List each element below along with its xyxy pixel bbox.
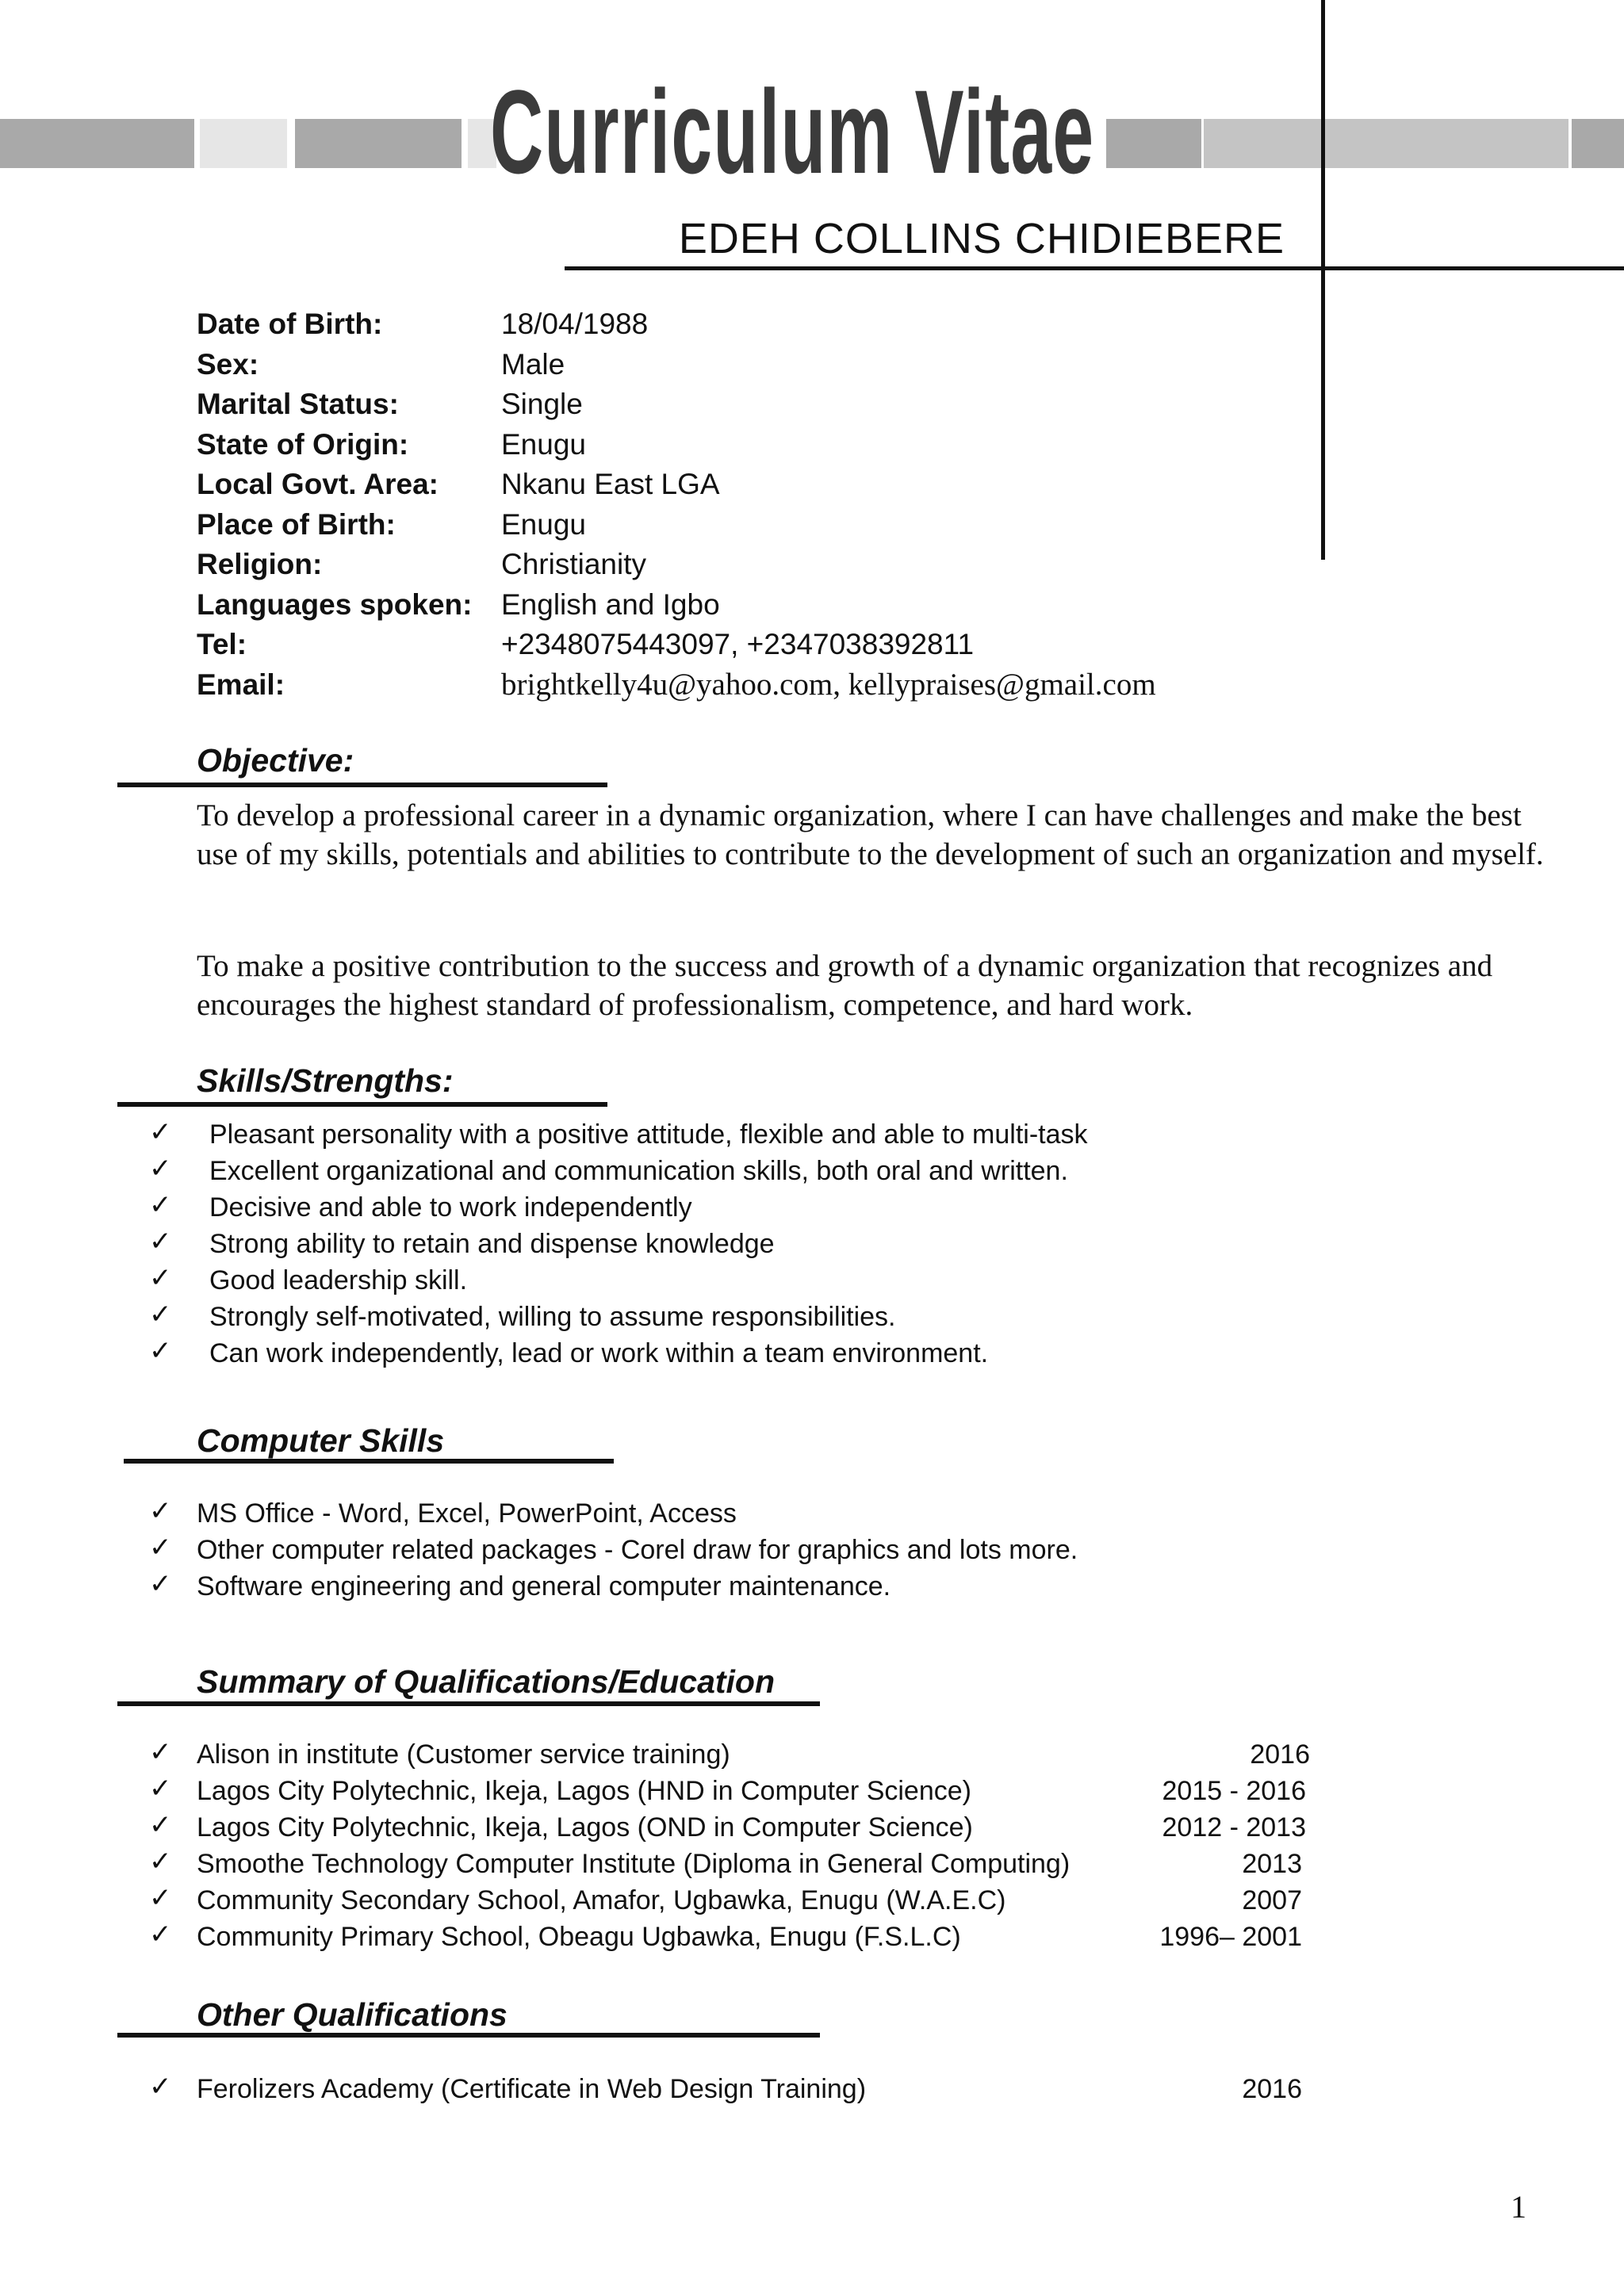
section-rule [117, 1701, 820, 1706]
checkmark-icon: ✓ [149, 1568, 172, 1600]
detail-value: 18/04/1988 [501, 308, 649, 341]
detail-label: Languages spoken: [197, 587, 473, 621]
detail-label: Tel: [197, 628, 247, 661]
checkmark-icon: ✓ [149, 1919, 172, 1950]
detail-label: Date of Birth: [197, 308, 383, 341]
band-segment [200, 119, 287, 168]
checkmark-icon: ✓ [149, 1262, 172, 1294]
computer-skills-heading: Computer Skills [197, 1422, 445, 1459]
band-segment [1572, 119, 1624, 168]
checkmark-icon: ✓ [149, 1809, 172, 1841]
detail-row [197, 465, 1156, 505]
detail-label: Place of Birth: [197, 507, 396, 541]
checkmark-icon: ✓ [149, 1532, 172, 1563]
detail-row [197, 665, 1156, 706]
list-item: Good leadership skill. [209, 1265, 468, 1295]
year-range: 2016 [1242, 2074, 1302, 2104]
checkmark-icon: ✓ [149, 1882, 172, 1914]
detail-value: Enugu [501, 427, 586, 461]
other-qualifications-heading: Other Qualifications [197, 1996, 508, 2033]
band-segment [1106, 119, 1201, 168]
checkmark-icon: ✓ [149, 1773, 172, 1804]
list-item: Strongly self-motivated, willing to assume responsibilities. [209, 1302, 896, 1332]
band-segment [1204, 119, 1568, 168]
list-item: Ferolizers Academy (Certificate in Web Design Training) [197, 2074, 867, 2104]
section-rule [117, 2033, 820, 2038]
detail-row [197, 385, 1156, 425]
section-rule [117, 783, 607, 787]
checkmark-icon: ✓ [149, 2071, 172, 2103]
detail-row [197, 585, 1156, 626]
checkmark-icon: ✓ [149, 1299, 172, 1330]
detail-value: +2348075443097, +2347038392811 [501, 628, 975, 661]
checkmark-icon: ✓ [149, 1189, 172, 1221]
list-item: Lagos City Polytechnic, Ikeja, Lagos (OND in Computer Science) [197, 1812, 973, 1843]
list-item: Pleasant personality with a positive attitude, flexible and able to multi-task [209, 1119, 1088, 1150]
checkmark-icon: ✓ [149, 1116, 172, 1148]
year-range: 2012 - 2013 [1162, 1812, 1306, 1843]
detail-label: Marital Status: [197, 388, 399, 421]
detail-row [197, 545, 1156, 585]
skills-heading: Skills/Strengths: [197, 1062, 454, 1099]
detail-value: English and Igbo [501, 587, 720, 621]
year-range: 1996– 2001 [1159, 1922, 1302, 1952]
list-item: Excellent organizational and communication skills, both oral and written. [209, 1156, 1068, 1186]
detail-row [197, 625, 1156, 665]
list-item: MS Office - Word, Excel, PowerPoint, Access [197, 1498, 737, 1529]
name-underline [565, 266, 1624, 270]
band-segment [0, 119, 194, 168]
checkmark-icon: ✓ [149, 1153, 172, 1184]
year-range: 2015 - 2016 [1162, 1776, 1306, 1806]
list-item: Software engineering and general computer maintenance. [197, 1571, 891, 1601]
detail-row [197, 505, 1156, 545]
detail-label: Sex: [197, 347, 259, 381]
list-item: Community Primary School, Obeagu Ugbawka, Enugu (F.S.L.C) [197, 1922, 961, 1952]
objective-paragraph: To make a positive contribution to the success and growth of a dynamic organization that recognizes and encourages the highest standard of professionalism, competence, and hard work. [197, 949, 1493, 1022]
list-item: Other computer related packages - Corel draw for graphics and lots more. [197, 1535, 1078, 1565]
year-range: 2013 [1242, 1849, 1302, 1879]
list-item: Smoothe Technology Computer Institute (Diploma in General Computing) [197, 1849, 1071, 1879]
education-heading: Summary of Qualifications/Education [197, 1663, 776, 1700]
detail-value: Nkanu East LGA [501, 468, 720, 501]
band-segment [295, 119, 462, 168]
detail-label: State of Origin: [197, 427, 409, 461]
detail-row [197, 425, 1156, 465]
checkmark-icon: ✓ [149, 1846, 172, 1877]
personal-details [197, 304, 1156, 705]
detail-label: Email: [197, 668, 285, 701]
detail-label: Religion: [197, 548, 323, 581]
person-name: EDEH COLLINS CHIDIEBERE [678, 215, 1285, 262]
list-item: Lagos City Polytechnic, Ikeja, Lagos (HND in Computer Science) [197, 1776, 971, 1806]
section-rule [117, 1102, 607, 1107]
section-rule [124, 1459, 614, 1464]
checkmark-icon: ✓ [149, 1335, 172, 1367]
year-range: 2007 [1242, 1885, 1302, 1915]
objective-heading: Objective: [197, 742, 354, 779]
checkmark-icon: ✓ [149, 1226, 172, 1257]
detail-row [197, 345, 1156, 385]
objective-paragraph: To develop a professional career in a dynamic organization, where I can have challenges and make the best use of my skills, potentials and abilities to contribute to the development of such an organization and myself. [197, 798, 1544, 871]
detail-row [197, 304, 1156, 345]
detail-value: Enugu [501, 507, 586, 541]
detail-value: Male [501, 347, 565, 381]
checkmark-icon: ✓ [149, 1736, 172, 1768]
detail-value: Single [501, 388, 583, 421]
checkmark-icon: ✓ [149, 1495, 172, 1527]
year-range: 2016 [1250, 1739, 1310, 1770]
list-item: Decisive and able to work independently [209, 1192, 692, 1223]
list-item: Can work independently, lead or work within a team environment. [209, 1338, 989, 1368]
document-title: Curriculum Vitae [490, 65, 1095, 198]
page-number: 1 [1511, 2189, 1526, 2225]
list-item: Community Secondary School, Amafor, Ugbawka, Enugu (W.A.E.C) [197, 1885, 1006, 1915]
list-item: Strong ability to retain and dispense knowledge [209, 1229, 775, 1259]
detail-label: Local Govt. Area: [197, 468, 439, 501]
email-value: brightkelly4u@yahoo.com, kellypraises@gmail.com [501, 668, 1156, 702]
list-item: Alison in institute (Customer service training) [197, 1739, 730, 1770]
detail-value: Christianity [501, 548, 646, 581]
vertical-divider [1321, 0, 1325, 560]
